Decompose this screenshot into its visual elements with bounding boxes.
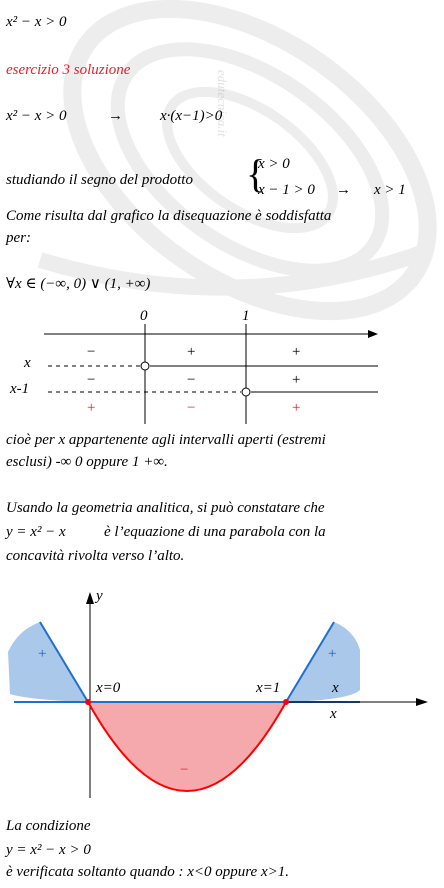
sign-point-1: 1 [242, 308, 250, 324]
system-brace: { [246, 151, 266, 196]
sign-point-0: 0 [140, 308, 148, 324]
sign-x1-1: − [87, 372, 96, 388]
arrow-2: → [336, 182, 351, 198]
final-line-3: è verificata soltanto quando : x<0 oppure x>1. [6, 864, 289, 880]
product-sign-2: − [187, 400, 196, 416]
condition-1: x > 0 [258, 156, 290, 172]
factored-left: x² − x > 0 [6, 108, 67, 124]
watermark-text: edutecnica.it [215, 70, 230, 137]
sign-x-3: + [292, 344, 301, 360]
positive-region-right [286, 622, 360, 702]
final-line-1: La condizione [6, 818, 91, 834]
graph-y-label: y [96, 588, 103, 604]
graph-x-label: x [330, 706, 337, 722]
row-label-x: x [24, 355, 31, 371]
root-zero-label: x=0 [96, 680, 121, 696]
arrow-1: → [108, 108, 123, 124]
product-sign-1: + [87, 400, 96, 416]
condition-2: x − 1 > 0 [258, 182, 315, 198]
explanation-line-1: cioè per x appartenente agli intervalli aperti (estremi [6, 432, 326, 448]
explanation-line-5: concavità rivolta verso l’alto. [6, 548, 185, 564]
sign-x-1: − [87, 344, 96, 360]
factored-right: x·(x−1)>0 [160, 108, 223, 124]
product-sign-3: + [292, 400, 301, 416]
exercise-title: esercizio 3 soluzione [6, 62, 131, 78]
row-label-x-1: x-1 [10, 381, 30, 397]
explanation-line-3: Usando la geometria analitica, si può constatare che [6, 500, 325, 516]
sign-study-label: studiando il segno del prodotto [6, 172, 193, 188]
explanation-line-2: esclusi) -∞ 0 oppure 1 +∞. [6, 454, 168, 470]
problem-statement: x² − x > 0 [6, 14, 67, 30]
minus-center: − [180, 762, 189, 778]
explanation-line-4: è l’equazione di una parabola con la [104, 524, 326, 540]
final-line-2: y = x² − x > 0 [6, 842, 91, 858]
condition-2-result: x > 1 [374, 182, 406, 198]
parabola-equation: y = x² − x [6, 524, 66, 540]
sign-x-2: + [187, 344, 196, 360]
solution-set: ∀x ∈ (−∞, 0) ∨ (1, +∞) [6, 276, 151, 292]
sign-x1-3: + [292, 372, 301, 388]
sign-x1-2: − [187, 372, 196, 388]
conclusion-line-1: Come risulta dal grafico la disequazione è soddisfatta [6, 208, 332, 224]
root-one-label: x=1 [256, 680, 281, 696]
graph-x-label-2: x [332, 680, 339, 696]
plus-left: + [38, 646, 47, 662]
conclusion-line-2: per: [6, 230, 31, 246]
plus-right: + [328, 646, 337, 662]
